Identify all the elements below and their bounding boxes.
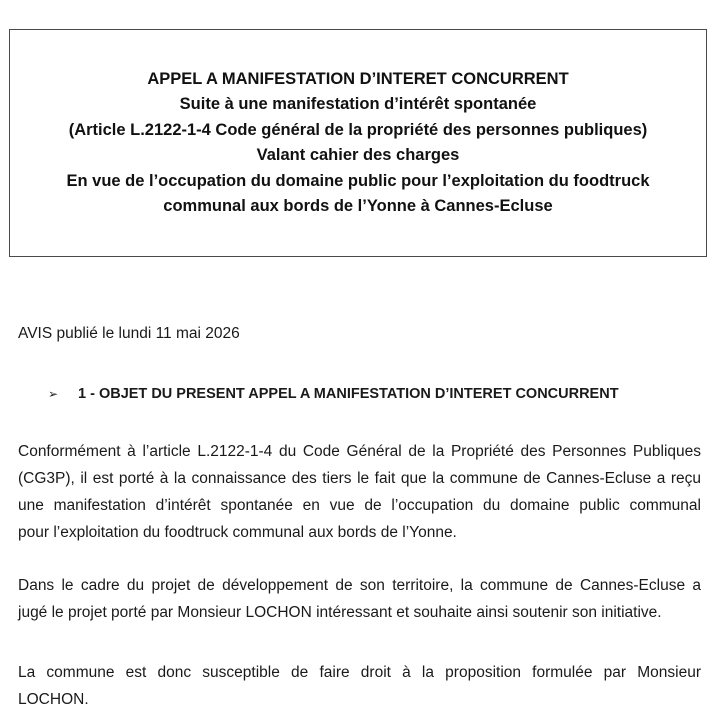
section-heading-text: 1 - OBJET DU PRESENT APPEL A MANIFESTATION D’INTERET CONCURRENT (78, 386, 619, 402)
paragraph-line: Dans le cadre du projet de développement de son territoire, la commune de Cannes-Ecluse a (18, 577, 701, 594)
paragraph-3 (18, 659, 701, 713)
paragraph-line: LOCHON. (18, 691, 89, 708)
paragraph-line: La commune est donc susceptible de faire droit à la proposition formulée par Monsieur (18, 664, 701, 681)
paragraph-line: une manifestation d’intérêt spontanée en vue de l’occupation du domaine public communal (18, 497, 701, 514)
avis-date: AVIS publié le lundi 11 mai 2026 (18, 325, 240, 342)
arrowhead-bullet-icon: ➢ (48, 387, 59, 401)
section-heading (48, 384, 619, 404)
title-line-5: En vue de l’occupation du domaine public pour l’exploitation du foodtruck (66, 171, 650, 190)
paragraph-line: (CG3P), il est porté à la connaissance des tiers le fait que la commune de Cannes-Ecluse a reçu (18, 470, 701, 487)
title-line-4: Valant cahier des charges (256, 146, 460, 164)
title-line-6: communal aux bords de l’Yonne à Cannes-Ecluse (163, 197, 553, 215)
title-box (9, 29, 707, 257)
title-line-3: (Article L.2122-1-4 Code général de la propriété des personnes publiques) (68, 120, 648, 139)
paragraph-line: pour l’exploitation du foodtruck communal aux bords de l’Yonne. (18, 524, 457, 541)
paragraph-2 (18, 572, 701, 626)
title-line-1: APPEL A MANIFESTATION D’INTERET CONCURRENT (147, 69, 569, 88)
paragraph-line: jugé le projet porté par Monsieur LOCHON intéressant et souhaite ainsi soutenir son initiative. (18, 604, 662, 621)
paragraph-line: Conformément à l’article L.2122-1-4 du Code Général de la Propriété des Personnes Publiques (18, 443, 701, 460)
title-line-2: Suite à une manifestation d’intérêt spontanée (179, 95, 537, 113)
paragraph-1 (18, 438, 701, 546)
